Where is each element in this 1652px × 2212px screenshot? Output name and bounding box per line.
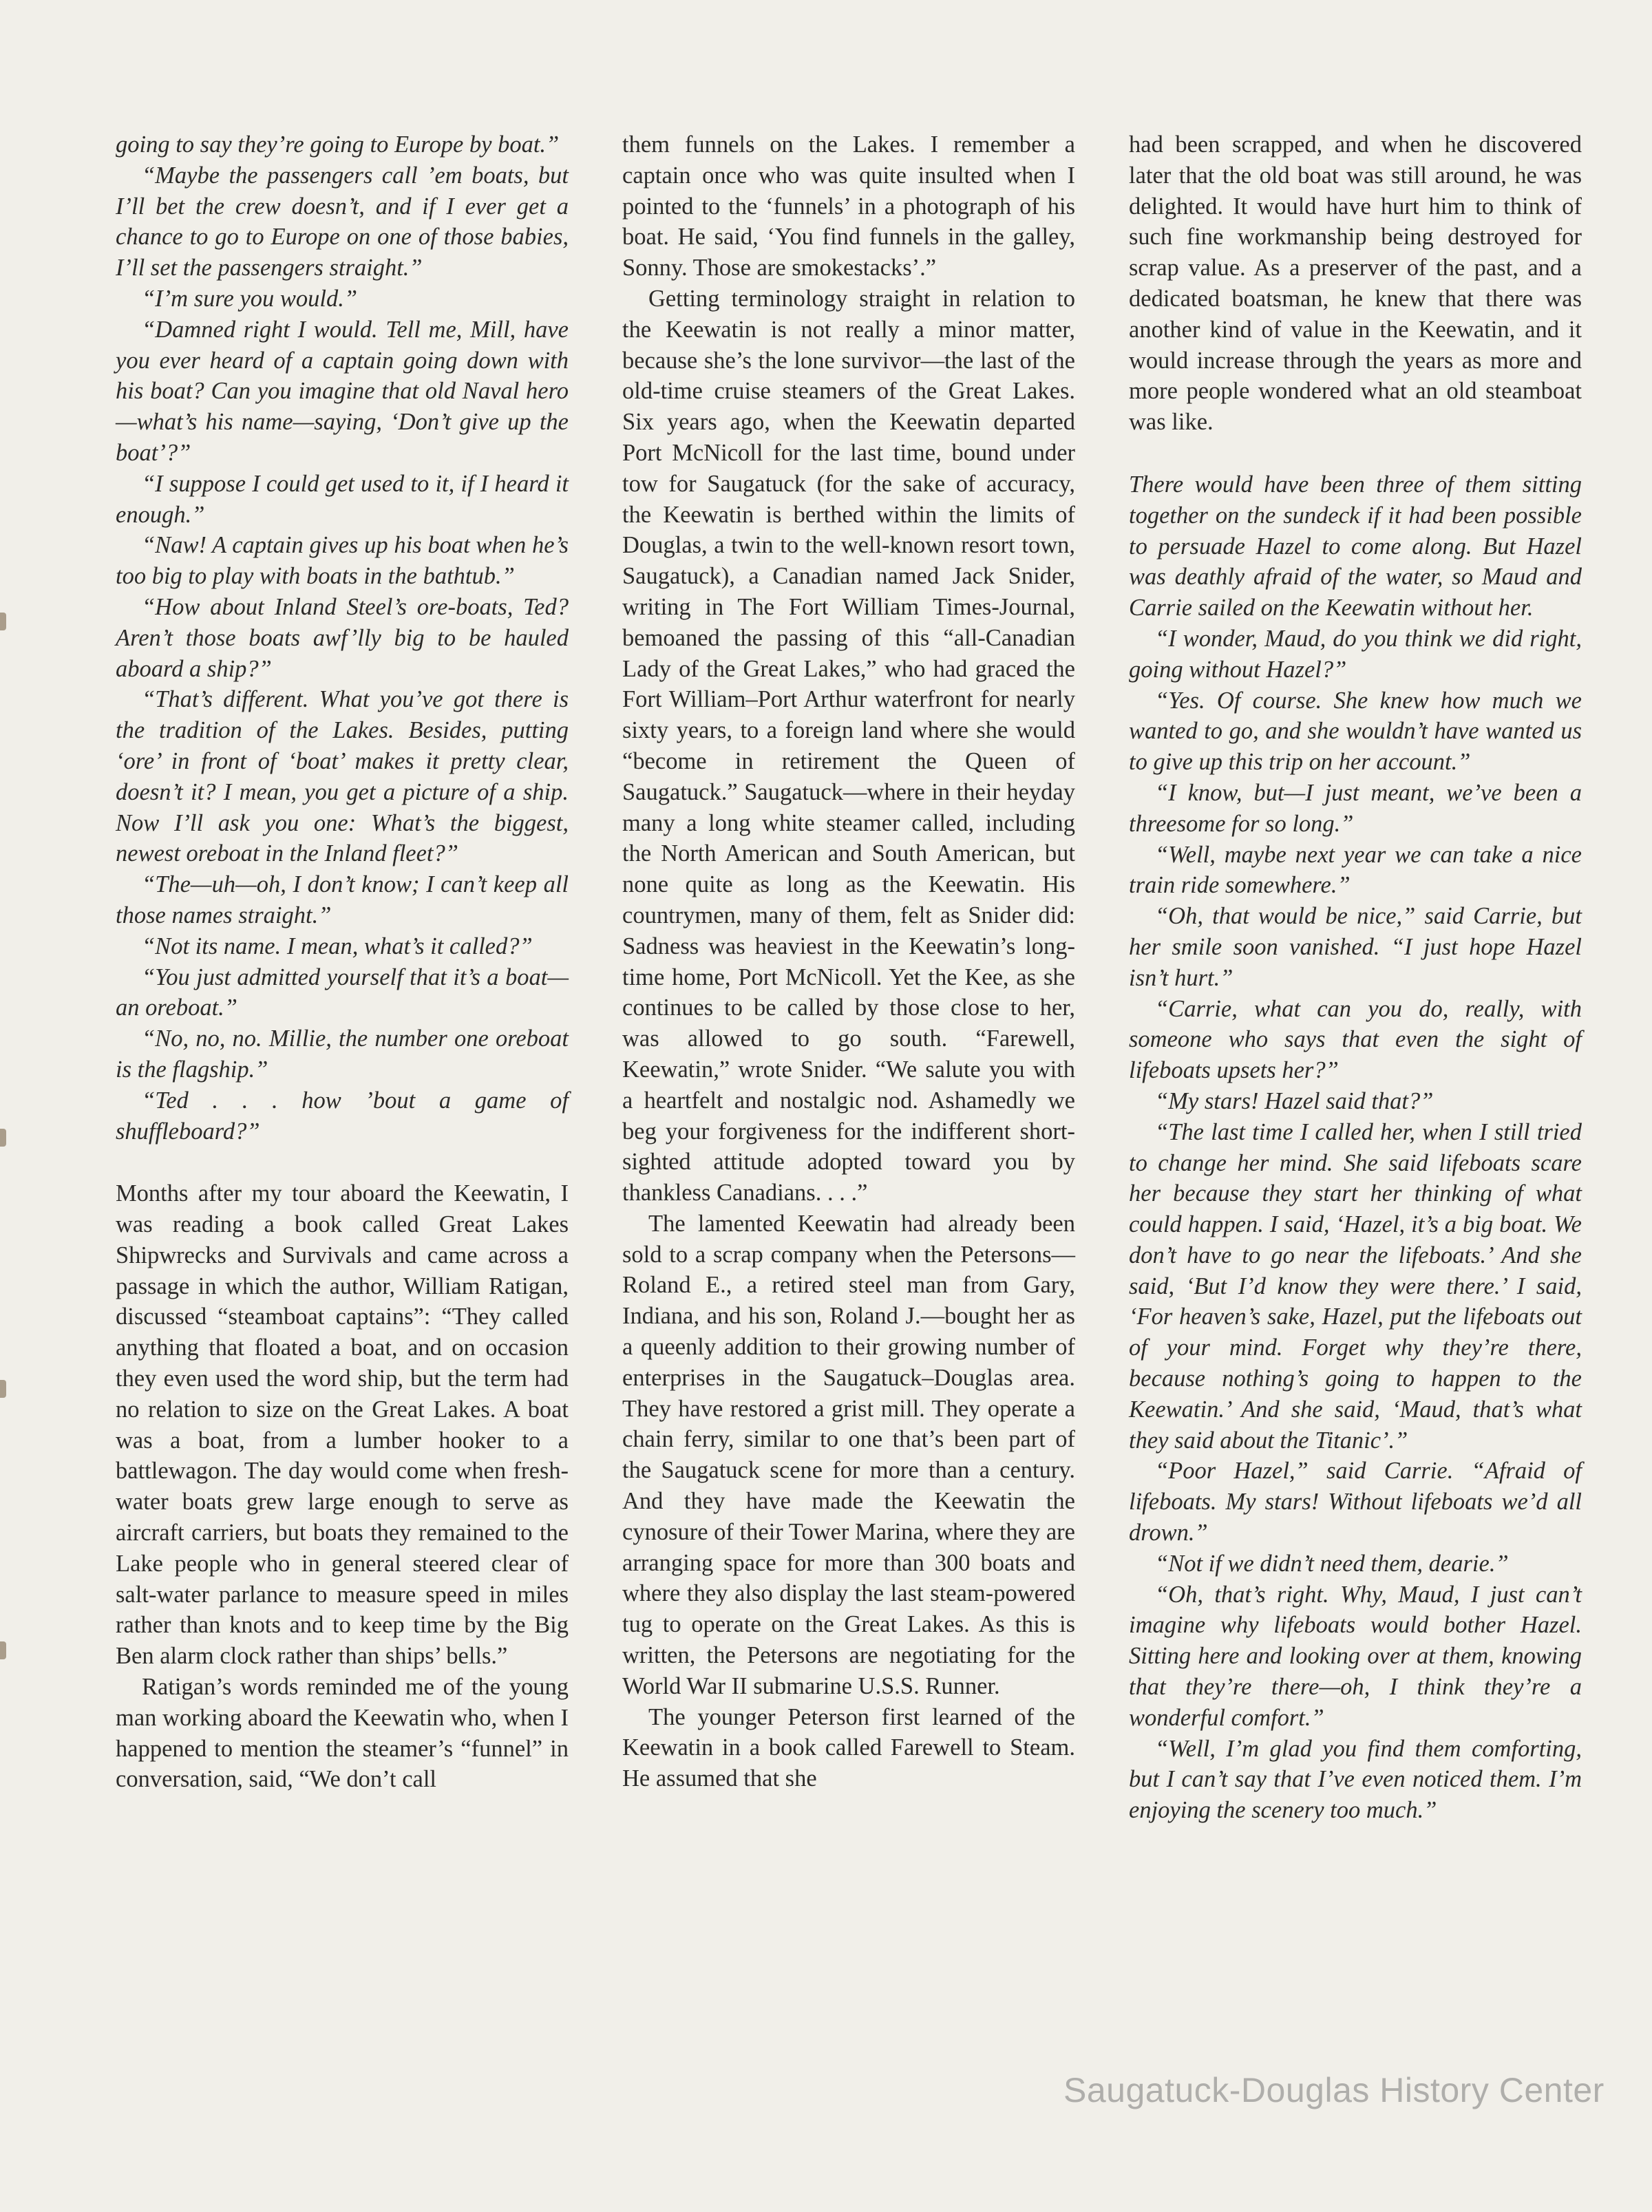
paragraph: “Well, I’m glad you find them comforting, but I can’t say that I’ve even noticed them. I’m enjoying the scenery too much.” [1129,1735,1582,1824]
paragraph: going to say they’re going to Europe by boat.” [116,131,560,158]
paragraph: “Damned right I would. Tell me, Mill, have you ever heard of a captain going down with his boat? Can you imagine that old Naval hero—what’s his name—saying, ‘Don’t give up the boat’?” [116,316,569,466]
binding-mark [0,613,6,630]
paragraph: “I’m sure you would.” [142,285,358,312]
paragraph: Getting terminology straight in relation to the Keewatin is not really a minor matter, because she’s the lone survivor—the last of the old-time cruise steamers of the Great Lakes. Six years ago, when the Keewatin departed Port McNicoll for the last time, bound under tow for Saugatuck (for the sake of accuracy, the Keewatin is berthed within the limits of Douglas, a twin to the well-known resort town, Saugatuck), a Canadian named Jack Snider, writing in The Fort William Times-Journal, bemoaned the passing of this “all-Canadian Lady of the Great Lakes,” who had graced the Fort William–Port Arthur waterfront for nearly sixty years, to a foreign land where she would “become in retirement the Queen of Saugatuck.” Saugatuck—where in their heyday many a long white steamer called, including the North American and South American, but none quite as long as the Keewatin. His countrymen, many of them, felt as Snider did: Sadness was heaviest in the Keewatin’s long-time home, Port McNicoll. Yet the Kee, as she continues to be called by those close to her, was allowed to go south. “Farewell, Keewatin,” wrote Snider. “We salute you with a heartfelt and nostalgic nod. Ashamedly we beg your forgiveness for the indifferent short-sighted attitude adopted toward you by thankless Canadians. . . .” [622,285,1075,1206]
paragraph: them funnels on the Lakes. I remember a captain once who was quite insulted when I pointed to the ‘funnels’ in a photograph of his boat. He said, ‘You find funnels in the galley, Sonny. Those are smokestacks’.” [622,131,1075,281]
binding-mark [0,1129,6,1147]
paragraph: “Not if we didn’t need them, dearie.” [1155,1550,1509,1577]
paragraph: “How about Inland Steel’s ore-boats, Ted? Aren’t those boats awf’lly big to be hauled aboard a ship?” [116,593,569,682]
paragraph: The lamented Keewatin had already been sold to a scrap company when the Petersons—Roland E., a retired steel man from Gary, Indiana, and his son, Roland J.—bought her as a queenly addition to their growing number of enterprises in the Saugatuck–Douglas area. They have restored a grist mill. They operate a chain ferry, similar to one that’s been part of the Saugatuck scene for more than a century. And they have made the Keewatin the cynosure of their Tower Marina, where they are arranging space for more than 300 boats and where they also display the last steam-powered tug to operate on the Great Lakes. As this is written, the Petersons are negotiating for the World War II submarine U.S.S. Runner. [622,1210,1075,1699]
text-column-right [1129,129,1582,1826]
paragraph: “Naw! A captain gives up his boat when he’s too big to play with boats in the bathtub.” [116,532,569,590]
paragraph: “I suppose I could get used to it, if I heard it enough.” [116,470,569,528]
paragraph: “No, no, no. Millie, the number one oreboat is the flagship.” [116,1025,569,1083]
paragraph: “Oh, that’s right. Why, Maud, I just can’t imagine why lifeboats would bother Hazel. Sitting here and looking over at them, knowing that they’re there—oh, I think they’re a wonderful comfort.” [1129,1581,1582,1731]
paragraph: “Ted . . . how ’bout a game of shuffleboard?” [116,1087,569,1145]
paragraph: “I wonder, Maud, do you think we did right, going without Hazel?” [1129,625,1582,683]
paragraph: “I know, but—I just meant, we’ve been a threesome for so long.” [1129,779,1582,837]
paragraph: “Maybe the passengers call ’em boats, but I’ll bet the crew doesn’t, and if I ever get a chance to go to Europe on one of those babies, I’ll set the passengers straight.” [116,162,569,281]
paragraph: “Not its name. I mean, what’s it called?” [142,933,533,959]
paragraph: “That’s different. What you’ve got there is the tradition of the Lakes. Besides, putting ‘ore’ in front of ‘boat’ makes it pretty clear, doesn’t it? I mean, you get a picture of a ship. Now I’ll ask you one: What’s the biggest, newest oreboat in the Inland fleet?” [116,686,569,867]
paragraph: “The last time I called her, when I still tried to change her mind. She said lifeboats scare her because they start her thinking of what could happen. I said, ‘Hazel, it’s a big boat. We don’t have to go near the lifeboats.’ And she said, ‘But I’d know they were there.’ I said, ‘For heaven’s sake, Hazel, put the lifeboats out of your mind. Forget why they’re there, because nothing’s going to happen to the Keewatin.’ And she said, ‘Maud, that’s what they said about the Titanic’.” [1129,1118,1582,1454]
paragraph: There would have been three of them sitting together on the sundeck if it had been possible to persuade Hazel to come along. But Hazel was deathly afraid of the water, so Maud and Carrie sailed on the Keewatin without her. [1129,471,1582,621]
paragraph: had been scrapped, and when he discovered later that the old boat was still around, he was delighted. It would have hurt him to think of such fine workmanship being destroyed for scrap value. As a preserver of the past, and a dedicated boatsman, he knew that there was another kind of value in the Keewatin, and it would increase through the years as more and more people wondered what an old steamboat was like. [1129,131,1582,436]
paragraph: “The—uh—oh, I don’t know; I can’t keep all those names straight.” [116,871,569,928]
paragraph: “Poor Hazel,” said Carrie. “Afraid of lifeboats. My stars! Without lifeboats we’d all drown.” [1129,1458,1582,1546]
paragraph: Ratigan’s words reminded me of the young man working aboard the Keewatin who, when I happened to mention the steamer’s “funnel” in conversation, said, “We don’t call [116,1674,569,1793]
paragraph: “Yes. Of course. She knew how much we wanted to go, and she wouldn’t have wanted us to give up this trip on her account.” [1129,687,1582,776]
paragraph: “You just admitted yourself that it’s a boat—an oreboat.” [116,964,569,1021]
paragraph: The younger Peterson first learned of the Keewatin in a book called Farewell to Steam. He assumed that she [622,1703,1075,1792]
paragraph: “My stars! Hazel said that?” [1155,1087,1434,1114]
paragraph: “Well, maybe next year we can take a nice train ride somewhere.” [1129,841,1582,899]
paragraph: “Oh, that would be nice,” said Carrie, but her smile soon vanished. “I just hope Hazel isn’t hurt.” [1129,903,1582,991]
text-column-middle [622,129,1075,1794]
binding-mark [0,1380,6,1398]
binding-mark [0,1641,6,1659]
paragraph: Months after my tour aboard the Keewatin, I was reading a book called Great Lakes Shipwrecks and Survivals and came across a passage in which the author, William Ratigan, discussed “steamboat captains”: “They called anything that floated a boat, and on occasion they even used the word ship, but the term had no relation to size on the Great Lakes. A boat was a boat, from a lumber hooker to a battlewagon. The day would come when fresh-water boats grew large enough to serve as aircraft carriers, but boats they remained to the Lake people who in general steered clear of salt-water parlance to measure speed in miles rather than knots and to keep time by the Big Ben alarm clock rather than ships’ bells.” [116,1180,569,1670]
text-column-left [116,129,569,1795]
paragraph: “Carrie, what can you do, really, with someone who says that even the sight of lifeboats upsets her?” [1129,995,1582,1084]
watermark: Saugatuck-Douglas History Center [1063,2071,1605,2109]
